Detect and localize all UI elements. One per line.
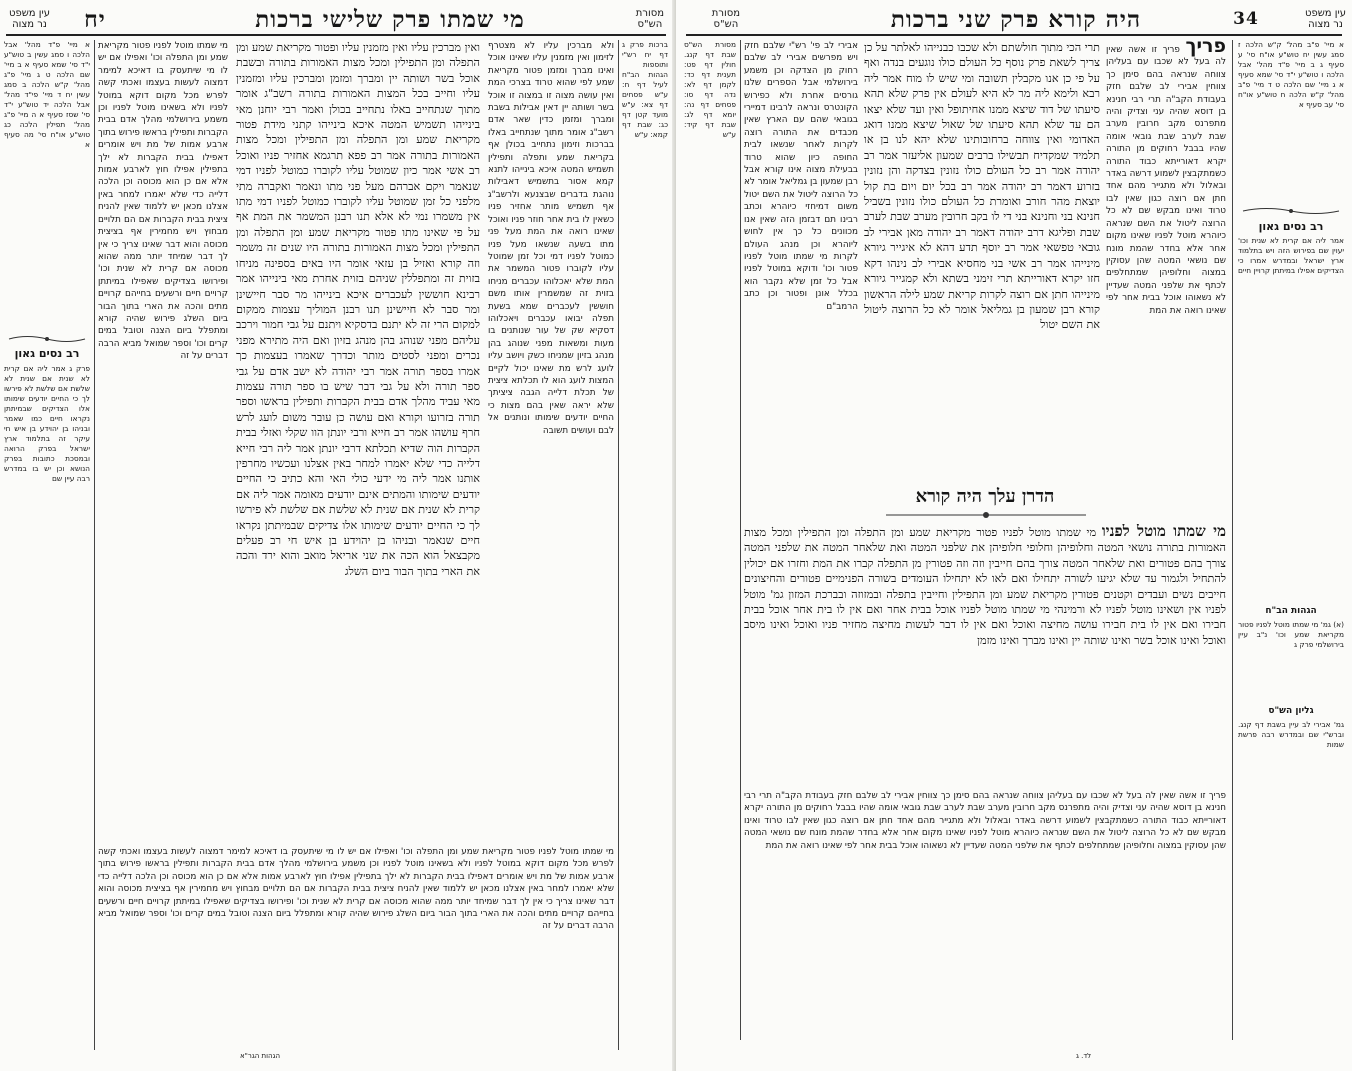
right-masoret-column: מסורת הש"ס שבת דף קנג. חולין דף פט: תענית דף כד: לקמן דף לא: נדה דף סו: פסחים דף נה: יומא דף לג: שבת דף קיד: ע"ש (684, 40, 736, 139)
right-inner-rule (740, 40, 741, 1040)
left-ein-mishpat-header: עין משפט נר מצוה (8, 8, 50, 30)
left-rashi-column: ולא מברכין עליו לא מצטרף לזימון ואין מזמנין עליו שאינו אוכל ואינו מברך ומזמן פטור מקריאת שמע לפי שהוא טרוד בצרכי המת ואין עושה מצוה זו במצוה זו אוכל בשר ושותה יין דאין אבילות בשבת ומברך ומזמן כדין שאר אדם רשב"ג אומר מתוך שנתחייב באלו בברכות וזימון נתחייב בכולן אף בקריאת שמע ותפלה ותפילין תשמיש המטה איכא בינייהו לתנא קמא אסור בתשמיש דאבילות נוהגת בדברים שבצנעא ולרשב"ג אף תשמיש מותר אחזיר פניו כשאין לו בית אחר חוזר פניו ואוכל שאינו רואה את המת מעל פני מתו בשעה שנשאו מעל פניו כמוטל לפניו דמי וכל זמן שמוטל עליו לקוברו פטור המשמר את המת שלא יאכלוהו עכברים מניחו בזוית זה שמשמרין אותו משם חוששין לעכברים שמא בשעת תפלה יבואו עכברים ויאכלוהו דסקיא שק של עור שנותנים בו מעות ומשאות מפני שנוהג בהן מנהג בזיון שמניחו כשק ויושב עליו לועג לרש מת שאינו יכול לקיים המצות לועג הוא לו תכלתא ציצית של תכלת דלייה הגבה ציציתך שלא יראה שאין בהם מצות כי החיים יודעים שימותו ונותנים אל לבם ועושים תשובה (488, 41, 614, 436)
left-masoret-column: ברכות פרק ג דף יח רש"י ותוספות הגהות הב"ח לעיל דף ח: ע"ש פסחים דף צא: ע"ש מועד קטן דף כג: שבת דף קמא: ע"ש (622, 40, 668, 139)
left-chapter-title: מי שמתו פרק שלישי ברכות (255, 5, 525, 33)
right-ein-mishpat-header: עין משפט נר מצוה (1304, 8, 1346, 30)
right-lower-rashi: פריך זו אשה שאין לה בעל לא שכבו עם בעליהן צווחה שנראה בהם סימן כך צווחין אבירי לב שלבם חזק בעבודת הקב"ה תרי רבי חנינא בן דוסא שהיה עני וצדיק והיה מתפרנס מקב חרובין מערב שבת לערב שבת גובאי אומה שהיו בבבל רחוקים מן התורה יקרא דאורייתא כבוד התורה כשמתקבצין לשמוע דרשה באדר ובאלול ולא מתגייר מהם אחד חתן אם רוצה כגון שאין לבו טרוד ואינו מבקש שם לא כל הרוצה ליטול את השם שנראה כיוהרא מוטל לפניו שאינו מקום אחר אלא בחדר שהמת מונח שם נושאי המטה שהן עסוקין במצוה וחלופיהן שמתחלפים לכתף את שלפני המטה שעדיין לא נשאוהו אוכל בבית אחר לפי שאינו רואה את המת (744, 791, 1226, 851)
left-folio-number: יח (84, 5, 106, 33)
right-opening-word: פריך (1185, 40, 1226, 57)
left-inner-rule (618, 40, 619, 1050)
right-header-rule (686, 34, 1342, 36)
left-masoret-header: מסורת הש"ס (635, 8, 664, 30)
left-margin-rule (94, 40, 95, 1050)
left-tosafot-column: מי שמתו מוטל לפניו פטור מקריאת שמע ומן התפלה וכו' ואפילו אם יש לו מי שיתעסק בו דאיכא למימר דמצוה לעשות בעצמו ואכתי קשה לפרש מכל מקום דוקא במוטל לפניו ולא בשאינו מוטל לפניו וכן משמע בירושלמי מהלך אדם בבית הקברות ותפילין בראשו פירוש בתוך ארבע אמות של מת ויש אומרים דאפילו בבית הקברות לא ילך בתפילין אפילו חוץ לארבע אמות אלא אם כן הוא מכוסה וכן הלכה דלייה כדי שלא יאמרו למחר באין אצלנו מכאן יש ללמוד שאין להניח ציצית בבית הקברות אם הם תלויים מבחוץ ויש מחמירין אף בציצית מכוסה והוא דבר שאינו צריך כי אין לך דבר שמיחד יותר ממה שהוא מכוסה אם קרית לא שנית וכו' ופירושו בצדיקים שאפילו במיתתן קרויים חיים ורשעים בחייהם קרויים מתים והכה את הארי בתוך הבור ביום השלג פירוש שהיה קורא ומתפלל ביום הצנה וטובל במים קרים וכו' וספר שמואל מביא הרבה דברים על זה (98, 41, 228, 362)
right-gilyon-text: גמ' אבירי לב עיין בשבת דף קנג. וברש"י שם ובמדרש רבה פרשת שמות (1238, 720, 1344, 749)
left-rabbeinu-nissim-title: רב נסים גאון (14, 347, 80, 360)
right-ein-mishpat-column: א מיי' פ"ב מהל' ק"ש הלכה ז סמג עשין יח טוש"ע או"ח סי' ע סעיף ג ב מיי' פ"ד מהל' אבל הלכה ו טוש"ע י"ד סי' שמא סעיף א ג מיי' שם הלכה ט ד מיי' פ"ב מהל' ק"ש הלכה ח טוש"ע או"ח סי' עב סעיף א (1238, 40, 1344, 109)
right-page (676, 0, 1352, 1071)
left-ornament-divider (4, 334, 90, 344)
right-rashi-column: פריך פריך זו אשה שאין לה בעל לא שכבו עם בעליהן צווחה שנראה בהם סימן כך צווחין אבירי לב שלבם חזק בעבודת הקב"ה תרי רבי חנינא בן דוסא שהיה עני וצדיק והיה מתפרנס מקב חרובין מערב שבת לערב שבת גובאי אומה שהיו בבבל רחוקים מן התורה יקרא דאורייתא כבוד התורה כשמתקבצין לשמוע דרשה באדר ובאלול ולא מתגייר מהם אחד חתן אם רוצה כגון שאין לבו טרוד ואינו מבקש שם לא כל הרוצה ליטול את השם שנראה כיוהרא מוטל לפניו שאינו מקום אחר אלא בחדר שהמת מונח שם נושאי המטה שהן עסוקין במצוה וחלופיהן שמתחלפים לכתף את שלפני המטה שעדיין לא נשאוהו אוכל בבית אחר לפי שאינו רואה את המת (1106, 40, 1226, 480)
right-rabbeinu-nissim-title: רב נסים גאון (1258, 220, 1324, 233)
right-chapter-title: היה קורא פרק שני ברכות (890, 5, 1142, 33)
right-tosafot-column: אבירי לב פי' רש"י שלבם חזק ויש מפרשים אבירי לב שלבם רחוק מן הצדקה וכן משמע בירושלמי אבל הספרים שלנו גורסים אחרת ולא כפירוש הקונטרס ונראה לרבינו דמיירי בגובאי שהם עם הארץ שאין מכבדים את התורה רוצה לקרות לאחר שנשאו לבית החופה כיון שהוא טרוד בבעילת מצוה אינו קורא אבל רבן שמעון בן גמליאל אומר לא כל הרוצה ליטול את השם יטול משום דמיחזי כיוהרא וכתב רבינו תם דבזמן הזה שאין אנו מכוונים כל כך אין לחוש ליוהרא וכן מנהג העולם לקרות מי שמתו מוטל לפניו פטור וכו' ודוקא במוטל לפניו אבל כל זמן שלא נקבר הוא בכלל אונן ופטור וכן כתב הרמב"ם (744, 41, 858, 312)
left-header-rule (6, 34, 666, 36)
left-lower-tosafot: מי שמתו מוטל לפניו פטור מקריאת שמע ומן התפלה וכו' ואפילו אם יש לו מי שיתעסק בו דאיכא למימר דמצוה לעשות בעצמו ואכתי קשה לפרש מכל מקום דוקא במוטל לפניו ולא בשאינו מוטל לפניו וכן משמע בירושלמי מהלך אדם בבית הקברות ותפילין בראשו פירוש בתוך ארבע אמות של מת ויש אומרים דאפילו בבית הקברות לא ילך בתפילין אפילו חוץ לארבע אמות אלא אם כן הוא מכוסה וכן הלכה דלייה כדי שלא יאמרו למחר באין אצלנו מכאן יש ללמוד שאין להניח ציצית בבית הקברות אם הם תלויים מבחוץ ויש מחמירין אף בציצית מכוסה והוא דבר שאינו צריך כי אין לך דבר שמיחד יותר ממה שהוא מכוסה אם קרית לא שנית וכו' ופירושו בצדיקים שאפילו במיתתן קרויים חיים ורשעים בחייהם קרויים מתים והכה את הארי בתוך הבור ביום השלג פירוש שהיה קורא ומתפלל ביום הצנה וטובל במים קרים וכו' וספר שמואל מביא הרבה דברים על זה (98, 847, 614, 932)
right-hagahot-title: הגהות הב"ח (1265, 606, 1317, 616)
right-gilyon-title: גליון הש"ס (1268, 706, 1314, 716)
right-bottom-note: לד. ג (1076, 1052, 1092, 1060)
right-ornament-divider (1238, 206, 1344, 216)
right-hadran-ornament (876, 510, 1096, 520)
right-mishnah-text: מי שמתו מוטל לפניו מי שמתו מוטל לפניו פטור מקריאת שמע ומן התפלה ומן התפילין ומכל מצות האמורות בתורה נושאי המטה וחלופיהן וחלופי חלופיהן את שלפני המטה ואת שלאחר המטה את שלפני המטה צורך בהם פטורים ואת שלאחר המטה צורך בהם חייבין וזה וזה פטורין מן התפלה קברו את המת וחזרו אם יכולין להתחיל ולגמור עד שלא יגיעו לשורה יתחילו ואם לאו לא יתחילו העומדים בשורה הפנימיים פטורים והחיצונים חייבים נשים ועבדים וקטנים פטורין מקריאת שמע ומן התפילין וחייבין בתפלה ובמזוזה ובברכת המזון גמ' מוטל לפניו אין ושאינו מוטל לפניו לא ורמינהי מי שמתו מוטל לפניו אוכל בבית אחר ואם אין לו בית אחר אוכל בבית חבירו ואם אין לו בית חבירו עושה מחיצה ואוכל ואם אין לו דבר לעשות מחיצה מחזיר פניו ואוכל ואינו מיסב ואוכל ואינו אוכל בשר ואינו שותה יין ואינו מברך ואינו מזמן (744, 524, 1226, 647)
right-masoret-header: מסורת הש"ס (711, 8, 740, 30)
right-margin-rule (1232, 40, 1233, 1040)
right-rabbeinu-nissim-text: אמר ליה אם קרית לא שנית וכו' יעוין שם בפירוש הזה ויש בתלמוד ארץ ישראל ובמדרש אמרו כי הצדיקים אפילו במיתתן קרויין חיים (1238, 236, 1344, 275)
left-ein-mishpat-column: א מיי' פ"ד מהל' אבל הלכה ו סמג עשין ב טוש"ע י"ד סי' שמא סעיף א ב מיי' שם הלכה ט ג מיי' פ"ג מהל' ק"ש הלכה ב סמג עשין יח ד מיי' פי"ד מהל' אבל הלכה יד טוש"ע י"ד סי' שסז סעיף א ה מיי' פ"ג מהל' תפילין הלכה כג טוש"ע או"ח סי' מה סעיף א (4, 40, 90, 149)
right-gemara-text: תרי הכי מתוך חולשתם ולא שכבו כבנייהו לאלתר על כן צריך לשאת פרק נוסף כל העולם כולו נוגעים בנדה ואף על פי כן אנו מקבלין תשובה ומי שיש לו מוח אמר ליה רבא ולימא ליה מר לא היא לעולם אין פרק שלא תהא סיעתו של דוד שיצא ממנו אחיתופל ואין ועד שלא יצאו הם עד שלא תהא סיעתו של שאול שיצא ממנו דואג האדומי ואין צווחה ברחובותינו שלא יהא לנו בן או תלמיד שמקדיח תבשילו ברבים שמעון אליעזר אמר רב יהודה אמר רב כל העולם כולו נזונין בצדקה והן נזונין בזרוע דאמר רב יהודה אמר רב בכל יום ויום בת קול יוצאת מהר חורב ואומרת כל העולם כולו נזונין בשביל חנינא בני וחנינא בני די לו בקב חרובין מערב שבת לערב שבת ופליגא דרב יהודה דאמר רב יהודה מאן אבירי לב גובאי טפשאי אמר רב יוסף תדע דהא לא איגייר גיורא מינייהו אמר רב אשי בני מחסיא אבירי לב נינהו דקא חזו יקרא דאורייתא תרי זימני בשתא ולא קמגייר גיורא מינייהו חתן אם רוצה לקרות קריאת שמע לילה הראשון קורא רבן שמעון בן גמליאל אומר לא כל הרוצה ליטול את השם יטול (864, 41, 1100, 332)
right-hadran-title: הדרן עלך היה קורא (915, 486, 1055, 507)
right-mishnah-lead: מי שמתו מוטל לפניו (1101, 524, 1226, 540)
left-gemara-text: ואין מברכין עליו ואין מזמנין עליו ופטור מקריאת שמע ומן התפלה ומן התפילין ומכל מצות האמורות בתורה ובשבת אוכל בשר ושותה יין ומברך ומזמן ומברכין עליו ומזמנין עליו וחייב בכל המצות האמורות בתורה רשב"ג אומר מתוך שנתחייב באלו נתחייב בכולן ואמר רבי יוחנן מאי בינייהו תשמיש המטה איכא בינייהו קתני מידת פטור מקריאת שמע ומן התפלה ומן התפילין ומכל מצות האמורות בתורה אמר רב פפא תרגמא אחזיר פניו ואוכל רב אשי אמר כיון שמוטל עליו לקוברו כמוטל לפניו דמי שנאמר ויקם אברהם מעל פני מתו ונאמר ואקברה מתי מלפני כל זמן שמוטל עליו לקוברו כמוטל לפניו דמי מתו אין משמרו נמי לא אלא תנו רבנן המשמר את המת אף על פי שאינו מתו פטור מקריאת שמע ומן התפלה ומן התפילין ומכל מצות האמורות בתורה היו שנים זה משמר וזה קורא ואזיל בן עזאי אומר היו באים בספינה מניחו בזוית זה ומתפללין שניהם בזוית אחרת מאי בינייהו אמר רבינא חוששין לעכברים איכא בינייהו מר סבר חיישינן ומר סבר לא חיישינן תנו רבנן המוליך עצמות ממקום למקום הרי זה לא יתנם בדסקיא ויתנם על גבי חמור וירכב עליהם מפני שנוהג בהן מנהג בזיון ואם היה מתירא מפני נכרים ומפני לסטים מותר וכדרך שאמרו בעצמות כך אמרו בספר תורה אמר רבי יהודה לא ישב אדם על גבי ספר תורה ולא על גבי דבר שיש בו ספר תורה עצמות מאי עביד מהלך אדם בבית הקברות ותפילין בראשו וספר תורה בזרועו וקורא ואם עושה כן עובר משום לועג לרש חרף עושהו אמר רב חייא ורבי יונתן הוו שקלי ואזלי בבית הקברות הוה שדיא תכלתא דרבי יונתן אמר ליה רבי חייא דלייה כדי שלא יאמרו למחר באין אצלנו ועכשיו מחרפין אותנו אמר ליה מי ידעי כולי האי והא כתיב כי החיים יודעים שימותו והמתים אינם יודעים מאומה אמר ליה אם קרית לא שנית אם שנית לא שלשת אם שלשת לא פירשו לך כי החיים יודעים שימותו אלו צדיקים שבמיתתן נקראו חיים שנאמר ובניהו בן יהוידע בן איש חי רב פעלים מקבצאל הוא הכה את שני אריאל מואב והוא ירד והכה את הארי בתוך הבור ביום השלג (236, 41, 480, 578)
left-bottom-note: הגהות הגר"א (240, 1052, 281, 1060)
right-folio-number: 34 (1233, 9, 1259, 29)
right-hagahot-text: (א) גמ' מי שמתו מוטל לפניו פטור מקריאת שמע וכו' נ"ב עיין בירושלמי פרק ג (1238, 620, 1344, 649)
left-rabbeinu-nissim-text: פרק ג אמר ליה אם קרית לא שנית אם שנית לא שלשת אם שלשת לא פירשו לך כי החיים יודעים שימותו אלו הצדיקים שבמיתתן נקראו חיים כמו שאמר ובניהו בן יהוידע בן איש חי עיקר זה בתלמוד ארץ ישראל בפרק הרואה ובמסכת כתובות בפרק הנושא וכן יש בו במדרש רבה עיין שם (4, 364, 90, 483)
